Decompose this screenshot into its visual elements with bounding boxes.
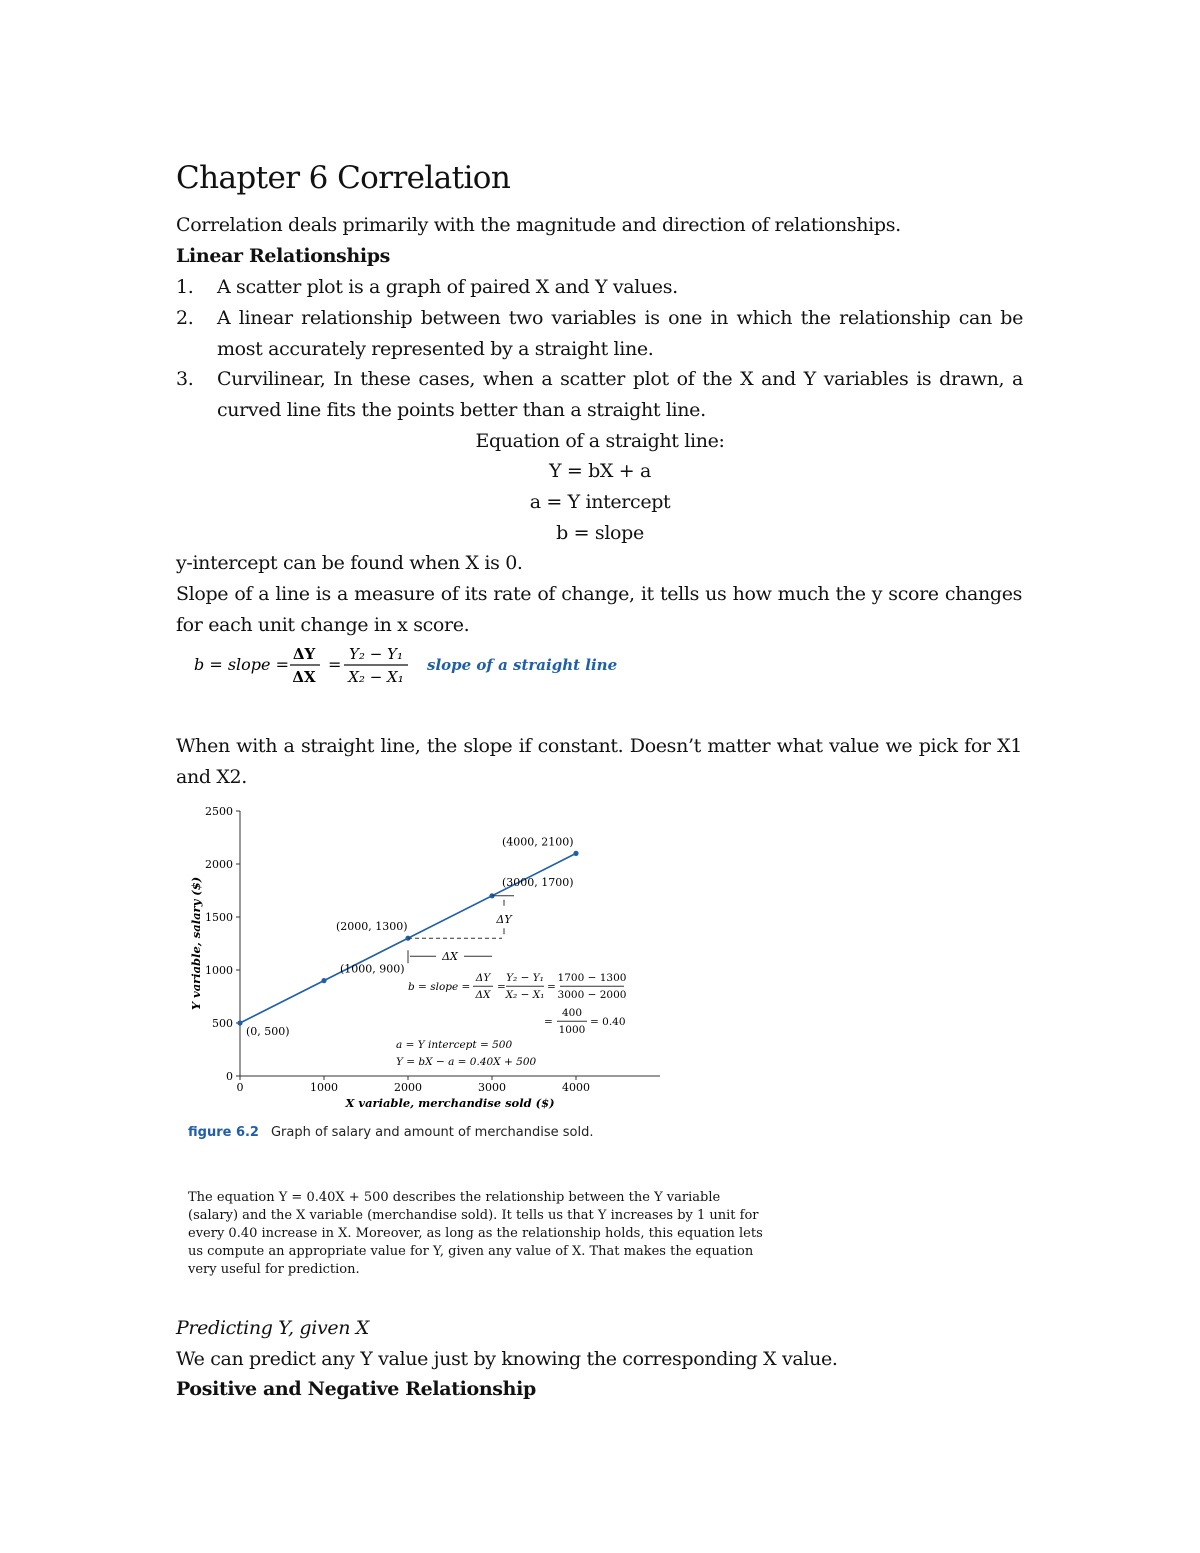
data-point bbox=[237, 1020, 242, 1025]
x-tick-label: 4000 bbox=[562, 1081, 590, 1094]
data-point bbox=[321, 978, 326, 983]
list-number: 2. bbox=[176, 307, 194, 329]
y-axis-title: Y variable, salary ($) bbox=[189, 876, 203, 1011]
formula-delta-y: ΔY bbox=[292, 645, 316, 663]
y-tick-label: 1000 bbox=[205, 964, 233, 977]
intercept-line: a = Y intercept = 500 bbox=[396, 1039, 513, 1052]
equation-a-definition: a = Y intercept bbox=[529, 491, 671, 513]
constant-text-line: and X2. bbox=[176, 766, 247, 788]
figure-caption bbox=[188, 1125, 594, 1140]
x-tick-label: 2000 bbox=[394, 1081, 422, 1094]
data-point-label: (1000, 900) bbox=[340, 962, 405, 976]
salary-merchandise-chart bbox=[180, 798, 680, 1143]
equation-line: Y = bX − a = 0.40X + 500 bbox=[396, 1056, 537, 1069]
y-tick-label: 2000 bbox=[205, 858, 233, 871]
slope-text-line: for each unit change in x score. bbox=[176, 614, 470, 636]
calc-frac-num: ΔY bbox=[475, 972, 491, 985]
y-tick-label: 2500 bbox=[205, 805, 233, 818]
formula-lhs: b = slope = bbox=[194, 655, 289, 674]
calc-frac-num: 1700 − 1300 bbox=[557, 972, 627, 985]
yintercept-text: y-intercept can be found when X is 0. bbox=[176, 552, 523, 574]
figure-caption-label: figure 6.2 bbox=[188, 1125, 259, 1140]
calc-equals: = bbox=[547, 981, 556, 994]
formula-label: slope of a straight line bbox=[427, 656, 618, 674]
data-point-label: (4000, 2100) bbox=[502, 835, 574, 849]
figure-caption-text: Graph of salary and amount of merchandise sold. bbox=[270, 1125, 594, 1140]
data-point bbox=[573, 851, 578, 856]
data-point-label: (0, 500) bbox=[246, 1025, 290, 1038]
formula-equals: = bbox=[328, 655, 342, 674]
equation-formula: Y = bX + a bbox=[548, 460, 652, 482]
data-point-label: (2000, 1300) bbox=[336, 920, 408, 934]
slope-text-line: Slope of a line is a measure of its rate of change, it tells us how much the y score changes bbox=[176, 583, 1022, 605]
constant-text-line: When with a straight line, the slope if constant. Doesn’t matter what value we pick for X1 bbox=[176, 735, 1022, 757]
equation-b-definition: b = slope bbox=[556, 522, 644, 544]
y-tick-label: 1500 bbox=[205, 911, 233, 924]
figure-note-line: us compute an appropriate value for Y, given any value of X. That makes the equation bbox=[188, 1244, 754, 1259]
equation-heading: Equation of a straight line: bbox=[475, 430, 725, 452]
section-heading-linear: Linear Relationships bbox=[176, 245, 391, 267]
list-item-text: A scatter plot is a graph of paired X and Y values. bbox=[217, 276, 678, 298]
formula-y-diff: Y₂ − Y₁ bbox=[349, 645, 403, 663]
calc-frac-den: 3000 − 2000 bbox=[557, 989, 627, 1002]
calc-frac-den: ΔX bbox=[475, 989, 491, 1002]
formula-x-diff: X₂ − X₁ bbox=[348, 668, 404, 686]
delta-y-label: ΔY bbox=[496, 912, 512, 926]
x-axis-title: X variable, merchandise sold ($) bbox=[345, 1096, 555, 1110]
intro-paragraph: Correlation deals primarily with the magnitude and direction of relationships. bbox=[176, 214, 901, 236]
calc-frac-num: Y₂ − Y₁ bbox=[506, 972, 544, 985]
x-tick-label: 1000 bbox=[310, 1081, 338, 1094]
page-title: Chapter 6 Correlation bbox=[176, 160, 511, 196]
figure-note-line: The equation Y = 0.40X + 500 describes the relationship between the Y variable bbox=[188, 1190, 721, 1205]
figure-note-line: every 0.40 increase in X. Moreover, as long as the relationship holds, this equation lets bbox=[188, 1226, 763, 1241]
list-item-text: Curvilinear, In these cases, when a scatter plot of the X and Y variables is drawn, a bbox=[217, 368, 1023, 390]
calc-equals: = bbox=[544, 1016, 553, 1029]
list-item-text: A linear relationship between two variables is one in which the relationship can be bbox=[217, 307, 1023, 329]
section-heading-positive-negative: Positive and Negative Relationship bbox=[176, 1378, 536, 1400]
figure-note-line: very useful for prediction. bbox=[188, 1262, 360, 1277]
predicting-heading: Predicting Y, given X bbox=[176, 1317, 369, 1339]
calc-frac-num: 400 bbox=[561, 1007, 583, 1020]
calc-equals: = bbox=[497, 981, 506, 994]
calc-frac-den: X₂ − X₁ bbox=[505, 989, 545, 1002]
y-tick-label: 0 bbox=[226, 1070, 233, 1083]
y-tick-label: 500 bbox=[212, 1017, 233, 1030]
list-item-text: most accurately represented by a straight line. bbox=[217, 338, 654, 360]
chart-series bbox=[237, 835, 578, 1038]
predicting-text: We can predict any Y value just by knowing the corresponding X value. bbox=[176, 1348, 838, 1370]
calc-result: = 0.40 bbox=[590, 1016, 626, 1029]
delta-x-label: ΔX bbox=[442, 950, 458, 964]
x-tick-label: 0 bbox=[236, 1081, 244, 1094]
calc-lhs: b = slope = bbox=[408, 981, 471, 994]
list-number: 3. bbox=[176, 368, 194, 390]
calc-frac-den: 1000 bbox=[558, 1024, 586, 1037]
slope-formula bbox=[180, 640, 620, 692]
formula-delta-x: ΔX bbox=[292, 668, 316, 686]
figure-note-line: (salary) and the X variable (merchandise sold). It tells us that Y increases by 1 unit for bbox=[188, 1208, 759, 1223]
list-item-text: curved line fits the points better than a straight line. bbox=[217, 399, 706, 421]
list-number: 1. bbox=[176, 276, 194, 298]
data-point-label: (3000, 1700) bbox=[502, 875, 574, 889]
x-tick-label: 3000 bbox=[478, 1081, 506, 1094]
